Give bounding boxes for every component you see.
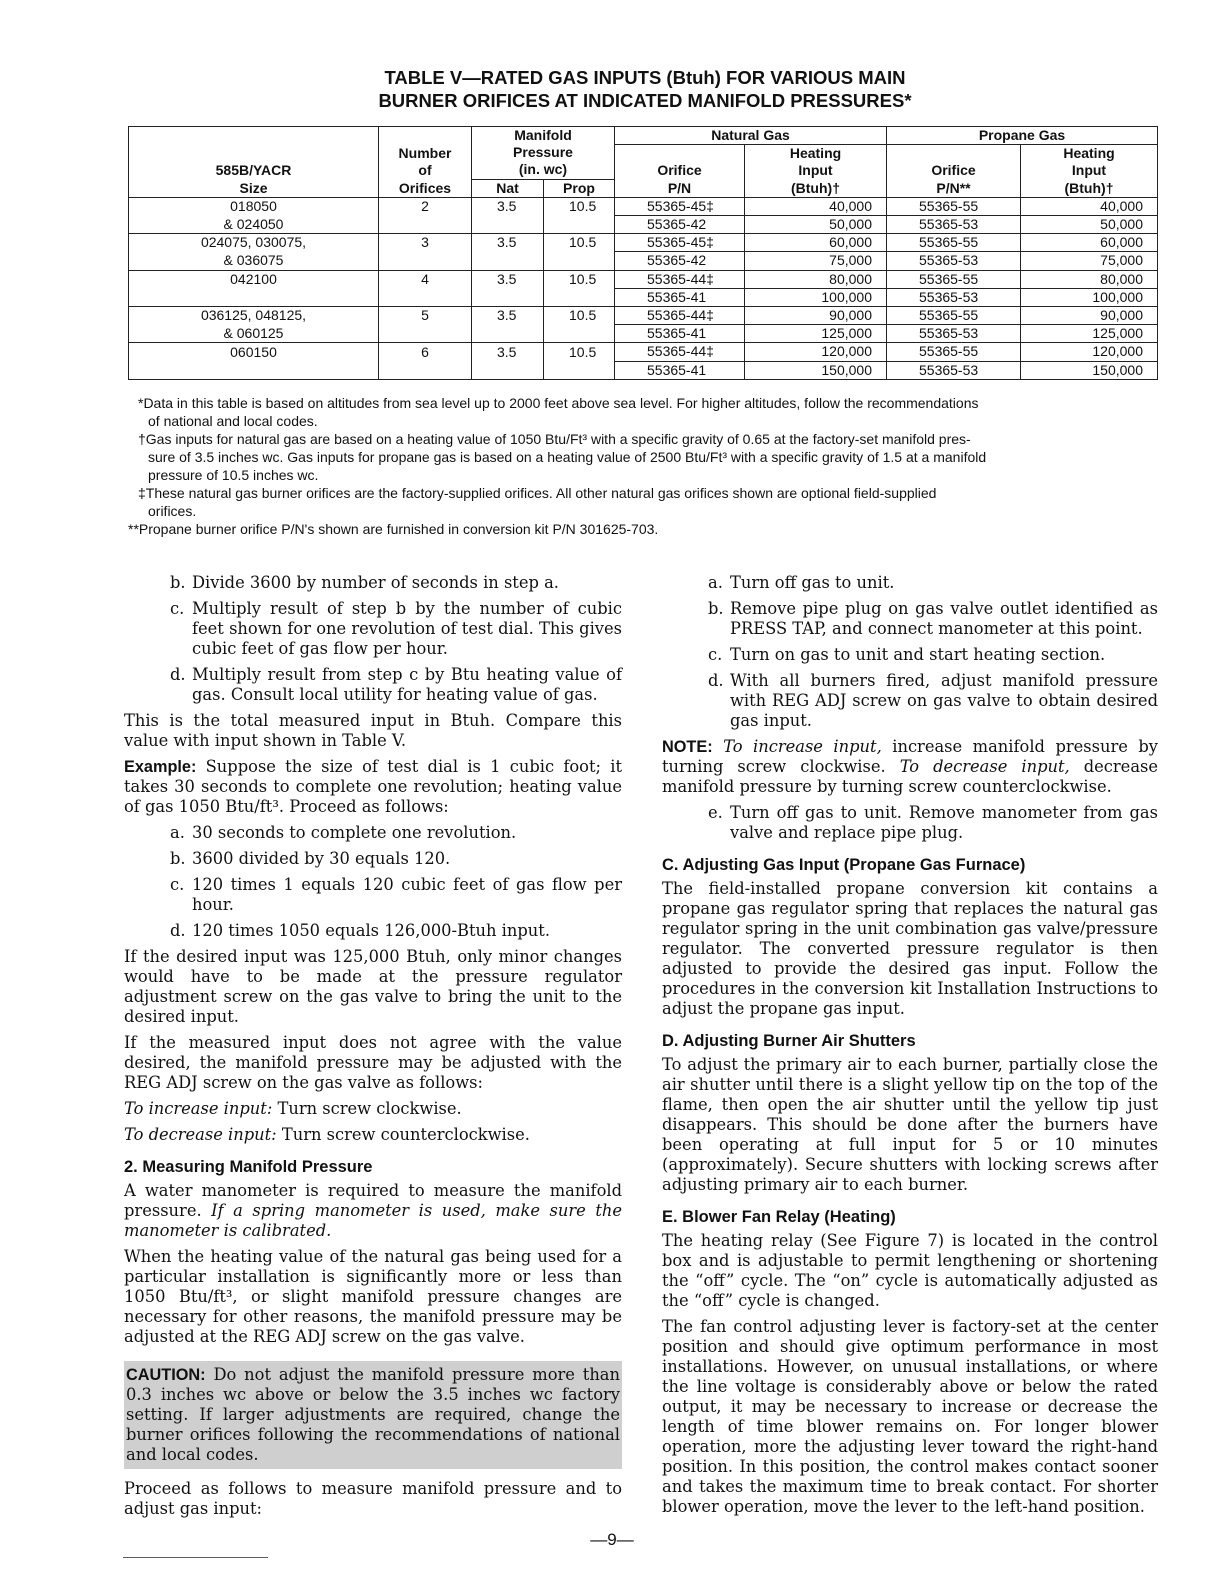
right-step-d: d. With all burners fired, adjust manifold pressure with REG ADJ screw on gas valve to obtain desired gas input. bbox=[708, 671, 1158, 730]
title-line-2: BURNER ORIFICES AT INDICATED MANIFOLD PRESSURES* bbox=[378, 90, 912, 111]
example-step-b: b. 3600 divided by 30 equals 120. bbox=[170, 849, 451, 868]
orifices-cell: 4 bbox=[379, 270, 472, 288]
orifices-cell bbox=[379, 288, 472, 306]
prop-pressure-cell bbox=[544, 216, 615, 234]
nat-input-cell: 80,000 bbox=[745, 270, 887, 288]
prop-input-cell: 100,000 bbox=[1021, 288, 1158, 306]
prop-input-cell: 90,000 bbox=[1021, 307, 1158, 325]
size-cell: 036125, 048125, bbox=[129, 307, 379, 325]
heading-measuring-manifold-pressure: 2. Measuring Manifold Pressure bbox=[124, 1158, 373, 1176]
example-step-d: d. 120 times 1050 equals 126,000-Btuh input. bbox=[170, 921, 551, 940]
header-prop: Prop bbox=[544, 179, 615, 197]
prop-pressure-cell bbox=[544, 325, 615, 343]
prop-pressure-cell: 10.5 bbox=[544, 270, 615, 288]
prop-pressure-cell: 10.5 bbox=[544, 234, 615, 252]
nat-pressure-cell: 3.5 bbox=[472, 197, 544, 215]
nat-input-cell: 90,000 bbox=[745, 307, 887, 325]
prop-input-cell: 125,000 bbox=[1021, 325, 1158, 343]
header-propane-gas: Propane Gas bbox=[887, 127, 1158, 145]
prop-orifice-cell: 55365-53 bbox=[887, 361, 1021, 379]
footnote-factory-orifices: ‡These natural gas burner orifices are the factory-supplied orifices. All other natural gas orifices shown are optional field-supplied orifices. bbox=[138, 485, 937, 519]
table-row bbox=[129, 252, 1158, 270]
orifices-cell: 6 bbox=[379, 343, 472, 361]
total-input-paragraph: This is the total measured input in Btuh. Compare this value with input shown in Table V. bbox=[124, 711, 622, 750]
water-manometer-paragraph: A water manometer is required to measure the manifold pressure. If a spring manometer is used, make sure the manometer is calibrated. bbox=[124, 1181, 622, 1240]
prop-pressure-cell bbox=[544, 288, 615, 306]
prop-input-cell: 50,000 bbox=[1021, 216, 1158, 234]
nat-orifice-cell: 55365-41 bbox=[615, 288, 745, 306]
prop-input-cell: 120,000 bbox=[1021, 343, 1158, 361]
prop-orifice-cell: 55365-55 bbox=[887, 343, 1021, 361]
header-prop-orifice: Orifice P/N** bbox=[887, 145, 1021, 198]
nat-orifice-cell: 55365-44‡ bbox=[615, 307, 745, 325]
nat-input-cell: 100,000 bbox=[745, 288, 887, 306]
measured-input-paragraph: If the measured input does not agree with the value desired, the manifold pressure may be adjusted with the REG ADJ screw on the gas valve as follows: bbox=[124, 1033, 622, 1092]
prop-input-cell: 150,000 bbox=[1021, 361, 1158, 379]
orifices-cell bbox=[379, 216, 472, 234]
orifices-cell bbox=[379, 361, 472, 379]
table-row bbox=[129, 270, 1158, 288]
header-size: 585B/YACR Size bbox=[129, 127, 379, 198]
size-cell: 042100 bbox=[129, 270, 379, 288]
orifices-cell: 5 bbox=[379, 307, 472, 325]
heading-blower-fan-relay: E. Blower Fan Relay (Heating) bbox=[662, 1208, 896, 1226]
increase-input: To increase input: Turn screw clockwise. bbox=[124, 1099, 462, 1118]
propane-paragraph: The field-installed propane conversion kit contains a propane gas regulator spring that replaces the natural gas regulator spring in the unit combination gas valve/pressure regulator. The converted pressure regulator is then adjusted to provide the desired gas input. Follow the procedures in the conversion kit Installation Instructions to adjust the propane gas input. bbox=[662, 879, 1158, 1018]
right-step-e: e. Turn off gas to unit. Remove manometer from gas valve and replace pipe plug. bbox=[708, 803, 1158, 842]
proceed-paragraph: Proceed as follows to measure manifold pressure and to adjust gas input: bbox=[124, 1479, 622, 1518]
size-cell: 060150 bbox=[129, 343, 379, 361]
prop-orifice-cell: 55365-53 bbox=[887, 288, 1021, 306]
table-row bbox=[129, 216, 1158, 234]
page-title bbox=[0, 66, 1224, 112]
prop-pressure-cell: 10.5 bbox=[544, 197, 615, 215]
nat-pressure-cell: 3.5 bbox=[472, 307, 544, 325]
prop-pressure-cell: 10.5 bbox=[544, 343, 615, 361]
nat-orifice-cell: 55365-41 bbox=[615, 325, 745, 343]
table-row bbox=[129, 325, 1158, 343]
table-footnotes bbox=[128, 394, 1158, 538]
heating-value-paragraph: When the heating value of the natural gas being used for a particular installation is significantly more or less than 1050 Btu/ft³, or slight manifold pressure changes are necessary for other reasons, the manifold pressure may be adjusted at the REG ADJ screw on the gas valve. bbox=[124, 1247, 622, 1346]
heading-air-shutters: D. Adjusting Burner Air Shutters bbox=[662, 1032, 916, 1050]
nat-orifice-cell: 55365-42 bbox=[615, 216, 745, 234]
nat-pressure-cell bbox=[472, 325, 544, 343]
orifices-cell: 3 bbox=[379, 234, 472, 252]
size-cell: & 036075 bbox=[129, 252, 379, 270]
note-paragraph: NOTE: To increase input, increase manifold pressure by turning screw clockwise. To decrease input, decrease manifold pressure by turning screw counterclockwise. bbox=[662, 737, 1159, 796]
prop-input-cell: 40,000 bbox=[1021, 197, 1158, 215]
footnote-propane-kit: **Propane burner orifice P/N's shown are furnished in conversion kit P/N 301625-703. bbox=[128, 521, 659, 537]
step-b: b. Divide 3600 by number of seconds in step a. bbox=[170, 573, 559, 592]
size-cell: & 024050 bbox=[129, 216, 379, 234]
nat-orifice-cell: 55365-45‡ bbox=[615, 197, 745, 215]
nat-orifice-cell: 55365-45‡ bbox=[615, 234, 745, 252]
nat-input-cell: 75,000 bbox=[745, 252, 887, 270]
nat-pressure-cell bbox=[472, 252, 544, 270]
size-cell: 018050 bbox=[129, 197, 379, 215]
prop-input-cell: 60,000 bbox=[1021, 234, 1158, 252]
example-step-c: c. 120 times 1 equals 120 cubic feet of gas flow per hour. bbox=[170, 875, 622, 914]
size-cell bbox=[129, 288, 379, 306]
relay-paragraph-1: The heating relay (See Figure 7) is located in the control box and is adjustable to permit lengthening or shortening the “off” cycle. The “on” cycle is automatically adjusted as the “off” cycle is changed. bbox=[662, 1231, 1158, 1310]
nat-pressure-cell bbox=[472, 361, 544, 379]
nat-pressure-cell: 3.5 bbox=[472, 234, 544, 252]
header-nat: Nat bbox=[472, 179, 544, 197]
prop-input-cell: 80,000 bbox=[1021, 270, 1158, 288]
step-d: d. Multiply result from step c by Btu heating value of gas. Consult local utility for heating value of gas. bbox=[170, 665, 622, 704]
nat-input-cell: 60,000 bbox=[745, 234, 887, 252]
nat-pressure-cell bbox=[472, 288, 544, 306]
prop-orifice-cell: 55365-53 bbox=[887, 252, 1021, 270]
left-column bbox=[124, 573, 622, 1525]
nat-input-cell: 120,000 bbox=[745, 343, 887, 361]
header-natural-gas: Natural Gas bbox=[615, 127, 887, 145]
right-step-a: a. Turn off gas to unit. bbox=[708, 573, 895, 592]
prop-pressure-cell bbox=[544, 361, 615, 379]
orifices-cell bbox=[379, 325, 472, 343]
right-column bbox=[662, 573, 1158, 1523]
header-manifold: Manifold Pressure (in. wc) bbox=[472, 127, 615, 180]
example-paragraph: Example: Suppose the size of test dial is 1 cubic foot; it takes 30 seconds to complete one revolution; heating value of gas 1050 Btu/ft³. Proceed as follows: bbox=[124, 757, 622, 816]
table-row bbox=[129, 288, 1158, 306]
prop-orifice-cell: 55365-55 bbox=[887, 307, 1021, 325]
footnote-altitude: *Data in this table is based on altitudes from sea level up to 2000 feet above sea level. For higher altitudes, follow the recommendations of national and local codes. bbox=[138, 395, 979, 429]
heading-propane-gas-input: C. Adjusting Gas Input (Propane Gas Furnace) bbox=[662, 856, 1026, 874]
desired-input-paragraph: If the desired input was 125,000 Btuh, only minor changes would have to be made at the pressure regulator adjustment screw on the gas valve to bring the unit to the desired input. bbox=[124, 947, 622, 1026]
nat-input-cell: 50,000 bbox=[745, 216, 887, 234]
header-orifices: Number of Orifices bbox=[379, 127, 472, 198]
table-row bbox=[129, 343, 1158, 361]
prop-pressure-cell bbox=[544, 252, 615, 270]
table-row bbox=[129, 234, 1158, 252]
nat-input-cell: 150,000 bbox=[745, 361, 887, 379]
nat-orifice-cell: 55365-44‡ bbox=[615, 270, 745, 288]
prop-pressure-cell: 10.5 bbox=[544, 307, 615, 325]
size-cell: 024075, 030075, bbox=[129, 234, 379, 252]
table-row bbox=[129, 197, 1158, 215]
step-c: c. Multiply result of step b by the number of cubic feet shown for one revolution of test dial. This gives cubic feet of gas flow per hour. bbox=[170, 599, 622, 658]
prop-orifice-cell: 55365-55 bbox=[887, 197, 1021, 215]
relay-paragraph-2: The fan control adjusting lever is factory-set at the center position and should give optimum performance in most installations. However, on unusual installations, or where the line voltage is considerably above or below the rated output, it may be necessary to increase or decrease the length of time blower remains on. For longer blower operation, more the adjusting lever toward the right-hand position. In this position, the control makes contact sooner and takes the maximum time to break contact. For shorter blower operation, move the lever to the left-hand position. bbox=[662, 1317, 1158, 1516]
prop-orifice-cell: 55365-53 bbox=[887, 216, 1021, 234]
nat-orifice-cell: 55365-41 bbox=[615, 361, 745, 379]
bottom-rule bbox=[123, 1557, 268, 1558]
title-line-1: TABLE V—RATED GAS INPUTS (Btuh) FOR VARIOUS MAIN bbox=[384, 67, 906, 88]
example-step-a: a. 30 seconds to complete one revolution. bbox=[170, 823, 517, 842]
header-prop-input: Heating Input (Btuh)† bbox=[1021, 145, 1158, 198]
right-step-c: c. Turn on gas to unit and start heating section. bbox=[708, 645, 1106, 664]
nat-pressure-cell: 3.5 bbox=[472, 343, 544, 361]
nat-input-cell: 40,000 bbox=[745, 197, 887, 215]
right-step-b: b. Remove pipe plug on gas valve outlet identified as PRESS TAP, and connect manometer at this point. bbox=[708, 599, 1158, 638]
page-number: —9— bbox=[590, 1530, 634, 1549]
nat-pressure-cell bbox=[472, 216, 544, 234]
prop-orifice-cell: 55365-53 bbox=[887, 325, 1021, 343]
prop-orifice-cell: 55365-55 bbox=[887, 270, 1021, 288]
nat-pressure-cell: 3.5 bbox=[472, 270, 544, 288]
footnote-gas-inputs: †Gas inputs for natural gas are based on a heating value of 1050 Btu/Ft³ with a specific gravity of 0.65 at the factory-set manifold pres- sure of 3.5 inches wc. Gas inputs for propane gas is based on a heating value of 2500 Btu/Ft³ with a specific gravity of 1.5 at a manifold pressure of 10.5 inches wc. bbox=[138, 431, 987, 483]
size-cell bbox=[129, 361, 379, 379]
table-row bbox=[129, 307, 1158, 325]
decrease-input: To decrease input: Turn screw counterclockwise. bbox=[124, 1125, 530, 1144]
header-nat-input: Heating Input (Btuh)† bbox=[745, 145, 887, 198]
nat-input-cell: 125,000 bbox=[745, 325, 887, 343]
prop-input-cell: 75,000 bbox=[1021, 252, 1158, 270]
prop-orifice-cell: 55365-55 bbox=[887, 234, 1021, 252]
air-shutters-paragraph: To adjust the primary air to each burner, partially close the air shutter until there is a slight yellow tip on the top of the flame, then open the air shutter until the yellow tip just disappears. This should be done after the burners have been operating at full input for 5 or 10 minutes (approximately). Secure shutters with locking screws after adjusting primary air to each burner. bbox=[662, 1055, 1158, 1194]
nat-orifice-cell: 55365-44‡ bbox=[615, 343, 745, 361]
caution-box: CAUTION: Do not adjust the manifold pressure more than 0.3 inches wc above or below the 3.5 inches wc factory setting. If larger adjustments are required, change the burner orifices following the recommendations of national and local codes. bbox=[124, 1361, 622, 1469]
header-nat-orifice: Orifice P/N bbox=[615, 145, 745, 198]
nat-orifice-cell: 55365-42 bbox=[615, 252, 745, 270]
rated-gas-inputs-table bbox=[128, 126, 1158, 380]
orifices-cell: 2 bbox=[379, 197, 472, 215]
size-cell: & 060125 bbox=[129, 325, 379, 343]
table-row bbox=[129, 361, 1158, 379]
orifices-cell bbox=[379, 252, 472, 270]
